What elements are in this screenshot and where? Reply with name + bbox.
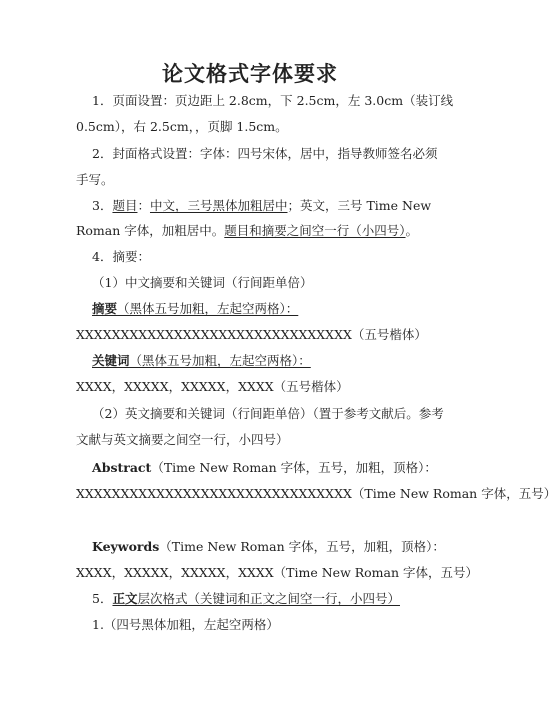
english-abstract-subheading-line-2: 文献与英文摘要之间空一行，小四号）: [76, 432, 289, 447]
english-keywords-body: XXXX，XXXXX，XXXXX，XXXX（Time New Roman 字体，五号）: [76, 565, 479, 580]
cover-format-line-1: 2．封面格式设置：字体：四号宋体，居中，指导教师签名必须: [92, 146, 438, 161]
chinese-keywords-label-line: [92, 352, 502, 370]
english-abstract-subheading-line-1: （2）英文摘要和关键词（行间距单倍）（置于参考文献后。参考: [92, 406, 444, 421]
english-title-font: Roman 字体，加粗居中。: [76, 223, 225, 238]
chinese-title-spec: 中文，三号黑体加粗居中: [149, 198, 288, 213]
item-prefix: 5．: [92, 591, 113, 606]
title-format-line-1: [92, 197, 502, 215]
cover-format-line-2: 手写。: [76, 172, 114, 187]
period: 。: [405, 223, 419, 238]
body-format-spec: 层次格式（关键词和正文之间空一行，小四号）: [137, 591, 400, 606]
english-abstract-spec: （Time New Roman 字体，五号，加粗，顶格）：: [151, 460, 437, 475]
keywords-label-spec: （黑体五号加粗，左起空两格）：: [129, 353, 311, 368]
colon: ：: [137, 198, 150, 213]
chinese-abstract-label-line: [92, 300, 502, 318]
title-format-line-2: [76, 222, 486, 240]
english-keywords-label-line: [92, 538, 502, 556]
english-abstract-body: XXXXXXXXXXXXXXXXXXXXXXXXXXXXXXX（Time New Roman 字体，五号）: [76, 486, 556, 501]
english-keywords-label: Keywords: [92, 539, 160, 554]
body-format-line: [92, 590, 502, 608]
page-setup-line-2: 0.5cm），右 2.5cm，，页脚 1.5cm。: [76, 119, 288, 134]
document-title: 论文格式字体要求: [162, 61, 338, 86]
english-abstract-label: Abstract: [92, 460, 152, 475]
chinese-abstract-subheading: （1）中文摘要和关键词（行间距单倍）: [92, 275, 313, 290]
abstract-label: 摘要: [92, 301, 118, 316]
page-setup-line-1: 1．页面设置：页边距上 2.8cm，下 2.5cm，左 3.0cm（装订线: [92, 93, 454, 108]
english-title-spec: ；英文，三号 Time New: [287, 198, 432, 213]
chinese-abstract-body: XXXXXXXXXXXXXXXXXXXXXXXXXXXXXXX（五号楷体）: [76, 327, 427, 342]
abstract-heading: 4．摘要：: [92, 249, 150, 264]
keywords-label: 关键词: [92, 353, 130, 368]
english-keywords-spec: （Time New Roman 字体，五号，加粗，顶格）：: [159, 539, 445, 554]
heading-level-1-spec: 1.（四号黑体加粗，左起空两格）: [92, 617, 279, 632]
title-word: 题目: [112, 198, 138, 213]
chinese-keywords-body: XXXX，XXXXX，XXXXX，XXXX（五号楷体）: [76, 379, 349, 394]
english-abstract-label-line: [92, 459, 502, 477]
title-abstract-spacing: 题目和摘要之间空一行（小四号）: [224, 223, 406, 238]
item-prefix: 3．: [92, 198, 113, 213]
body-label: 正文: [112, 591, 138, 606]
abstract-label-spec: （黑体五号加粗，左起空两格）：: [117, 301, 299, 316]
